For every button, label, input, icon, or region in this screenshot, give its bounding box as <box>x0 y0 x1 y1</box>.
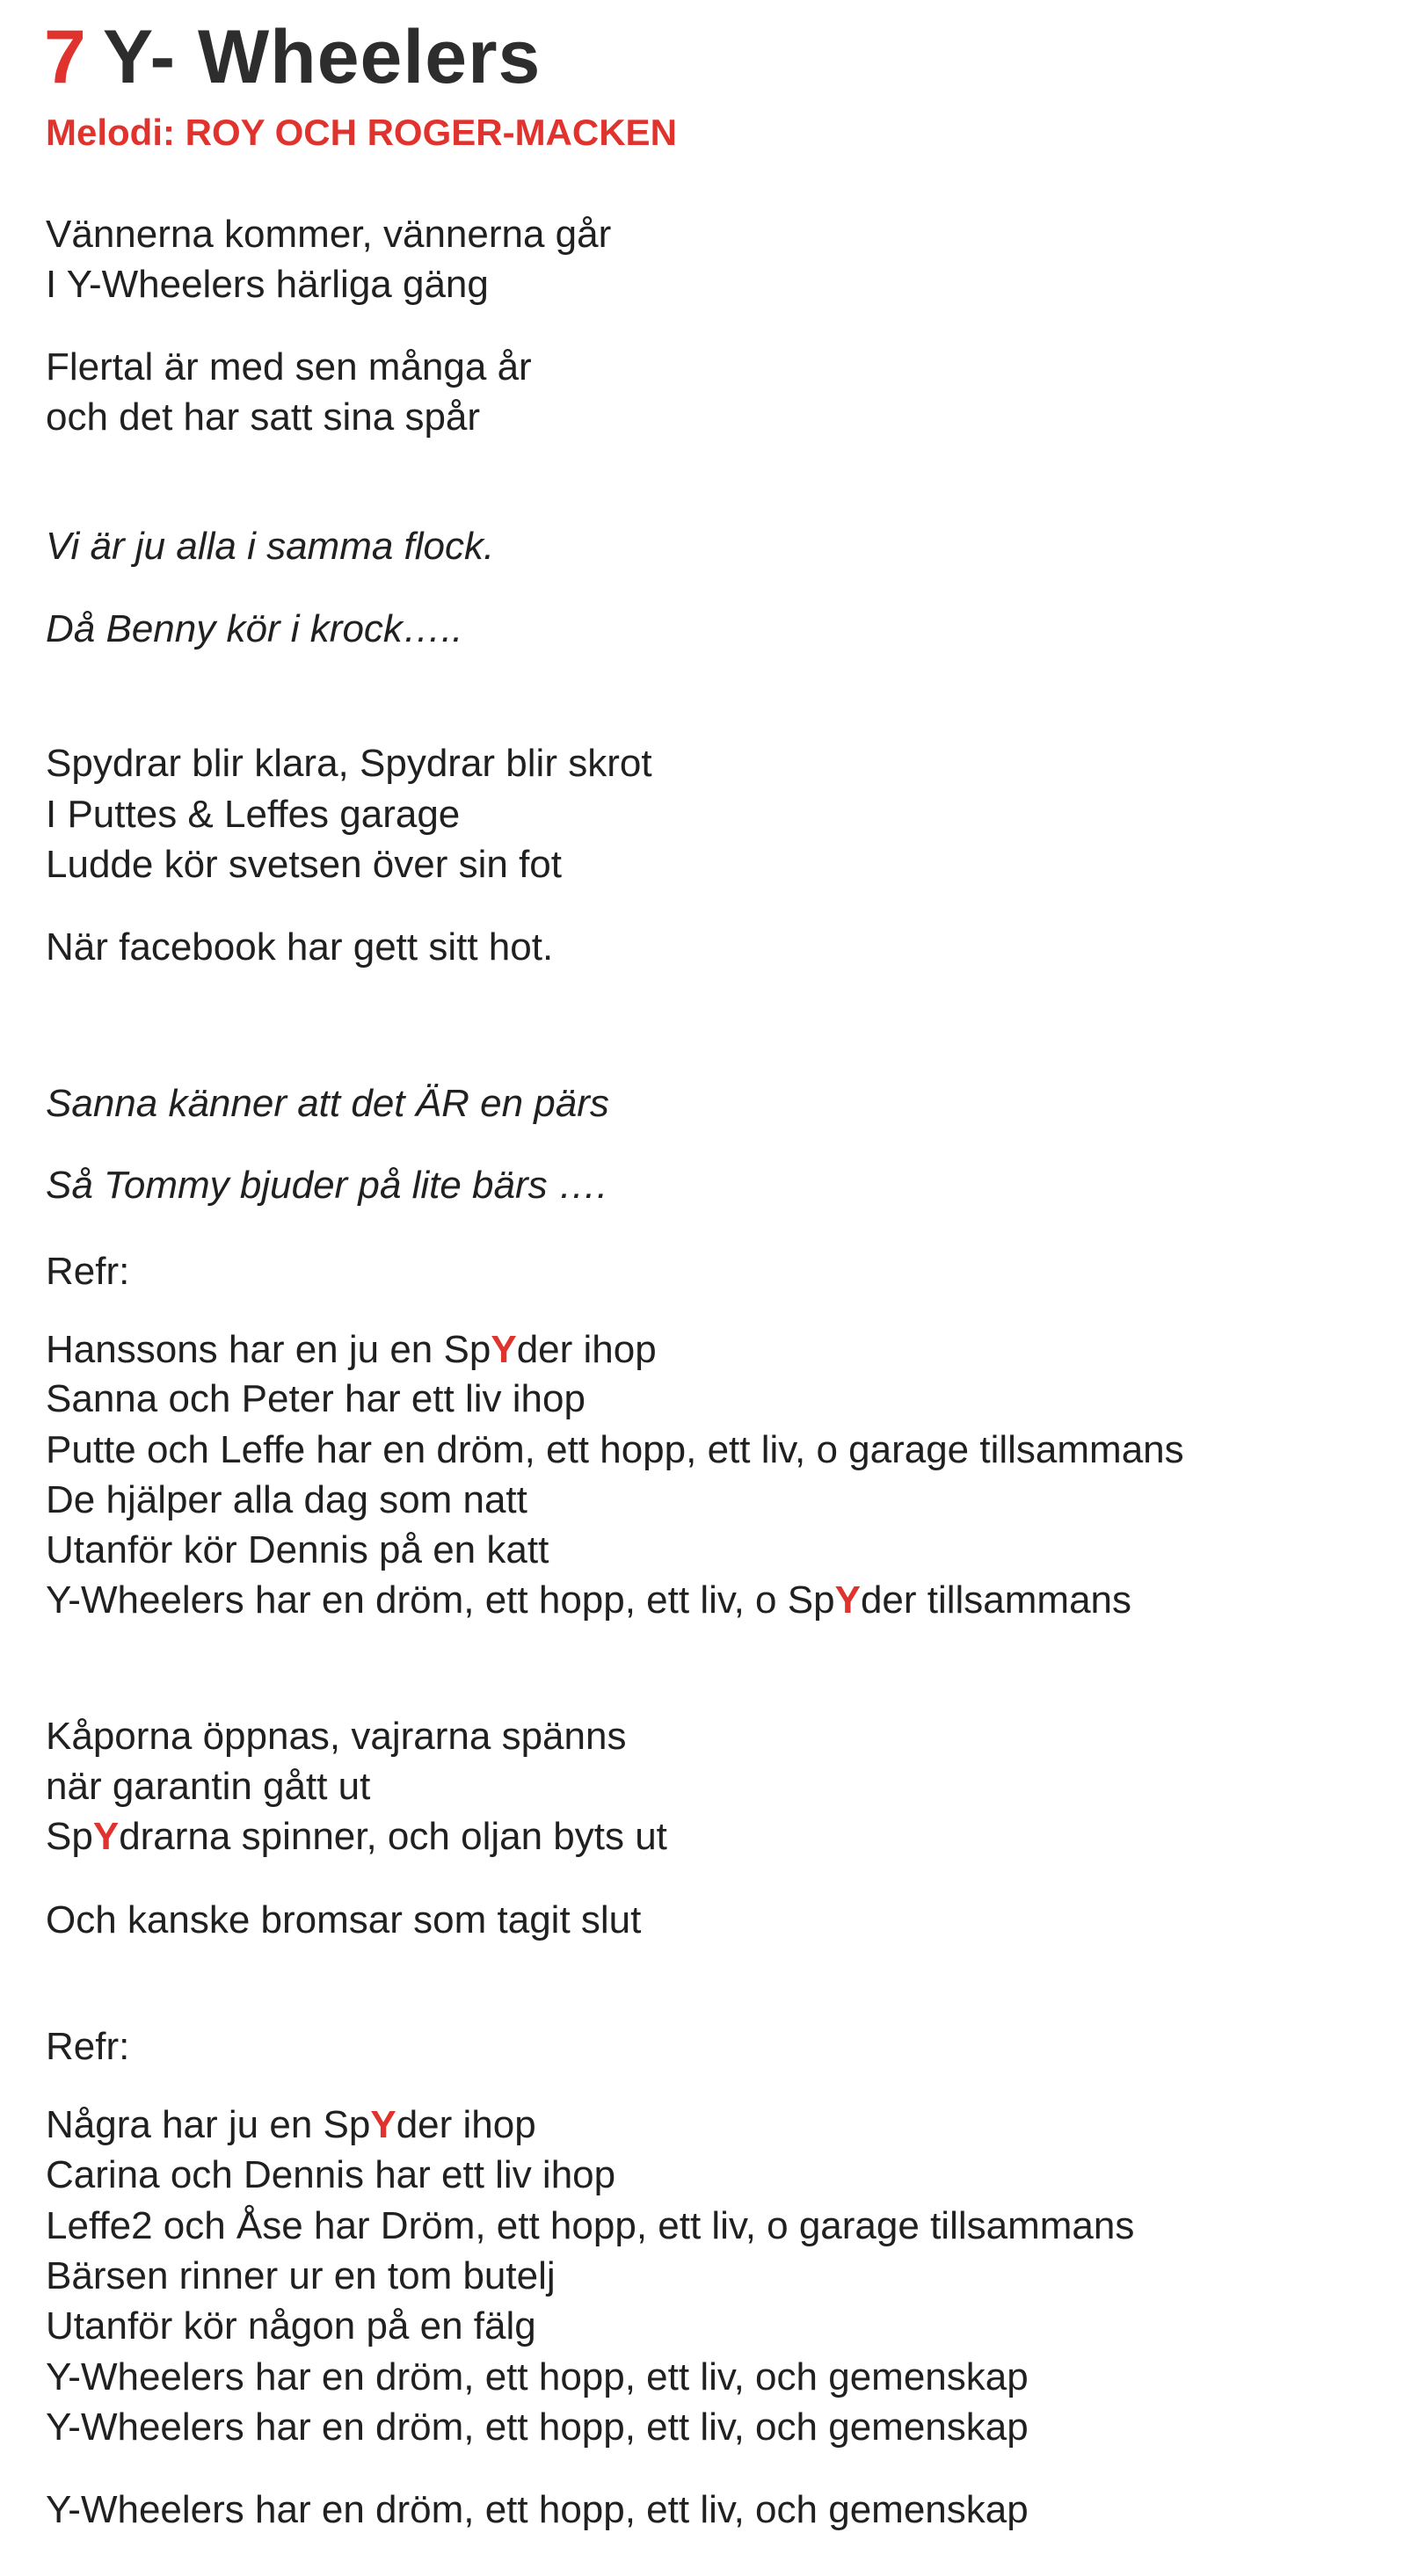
highlight-y: Y <box>834 1578 861 1622</box>
lyric-line: Utanför kör någon på en fälg <box>46 2304 536 2347</box>
lyric-line: Flertal är med sen många år <box>46 345 532 388</box>
lyric-line: Y-Wheelers har en dröm, ett hopp, ett liv, och gemenskap <box>46 2355 1029 2398</box>
lyric-text: Hanssons har en ju en Sp <box>46 1328 491 1371</box>
lyric-line: Så Tommy bjuder på lite bärs …. <box>46 1164 608 1207</box>
lyric-text: drarna spinner, och oljan byts ut <box>119 1815 667 1858</box>
lyric-line: när garantin gått ut <box>46 1765 371 1808</box>
lyric-line: Utanför kör Dennis på en katt <box>46 1528 549 1571</box>
lyric-line <box>46 1815 667 1858</box>
lyric-line: Y-Wheelers har en dröm, ett hopp, ett liv, och gemenskap <box>46 2488 1029 2531</box>
lyric-line: Bärsen rinner ur en tom butelj <box>46 2254 556 2297</box>
lyric-line: Sanna känner att det ÄR en pärs <box>46 1082 609 1125</box>
lyric-line: De hjälper alla dag som natt <box>46 1478 527 1521</box>
lyric-line: I Puttes & Leffes garage <box>46 793 461 836</box>
lyric-text: Några har ju en Sp <box>46 2103 371 2146</box>
lyric-line: Leffe2 och Åse har Dröm, ett hopp, ett liv, o garage tillsammans <box>46 2204 1135 2247</box>
lyric-line <box>46 1328 657 1371</box>
highlight-y: Y <box>92 1815 120 1858</box>
lyric-line: Ludde kör svetsen över sin fot <box>46 843 562 886</box>
lyric-line: Vi är ju alla i samma flock. <box>46 525 495 568</box>
lyric-line: Spydrar blir klara, Spydrar blir skrot <box>46 742 652 785</box>
lyric-text: der ihop <box>396 2103 536 2146</box>
lyric-text: Y-Wheelers har en dröm, ett hopp, ett liv, o Sp <box>46 1578 835 1622</box>
lyric-line: Kåporna öppnas, vajrarna spänns <box>46 1715 627 1758</box>
lyric-line: och det har satt sina spår <box>46 395 481 439</box>
lyric-text: der ihop <box>516 1328 657 1371</box>
song-title <box>44 15 542 99</box>
lyric-line: Carina och Dennis har ett liv ihop <box>46 2153 616 2196</box>
lyric-line: Och kanske bromsar som tagit slut <box>46 1898 642 1941</box>
lyric-line: Refr: <box>46 2025 130 2068</box>
lyric-line: Y-Wheelers har en dröm, ett hopp, ett liv, och gemenskap <box>46 2405 1029 2449</box>
lyric-line: När facebook har gett sitt hot. <box>46 925 554 969</box>
melody-line: Melodi: ROY OCH ROGER-MACKEN <box>46 112 677 153</box>
song-number: 7 <box>44 15 87 99</box>
lyric-line: Vännerna kommer, vännerna går <box>46 213 612 256</box>
lyric-text: der tillsammans <box>860 1578 1132 1622</box>
lyric-line: Putte och Leffe har en dröm, ett hopp, ett liv, o garage tillsammans <box>46 1428 1184 1471</box>
song-name: Y- Wheelers <box>102 15 542 99</box>
lyric-text: Sp <box>46 1815 93 1858</box>
lyric-line: Sanna och Peter har ett liv ihop <box>46 1377 585 1420</box>
lyric-line: Då Benny kör i krock….. <box>46 607 463 650</box>
highlight-y: Y <box>370 2103 396 2146</box>
lyric-line: I Y-Wheelers härliga gäng <box>46 263 489 306</box>
lyric-line <box>46 2103 536 2146</box>
lyric-line <box>46 1578 1132 1622</box>
highlight-y: Y <box>491 1328 517 1371</box>
lyric-line: Refr: <box>46 1250 130 1293</box>
